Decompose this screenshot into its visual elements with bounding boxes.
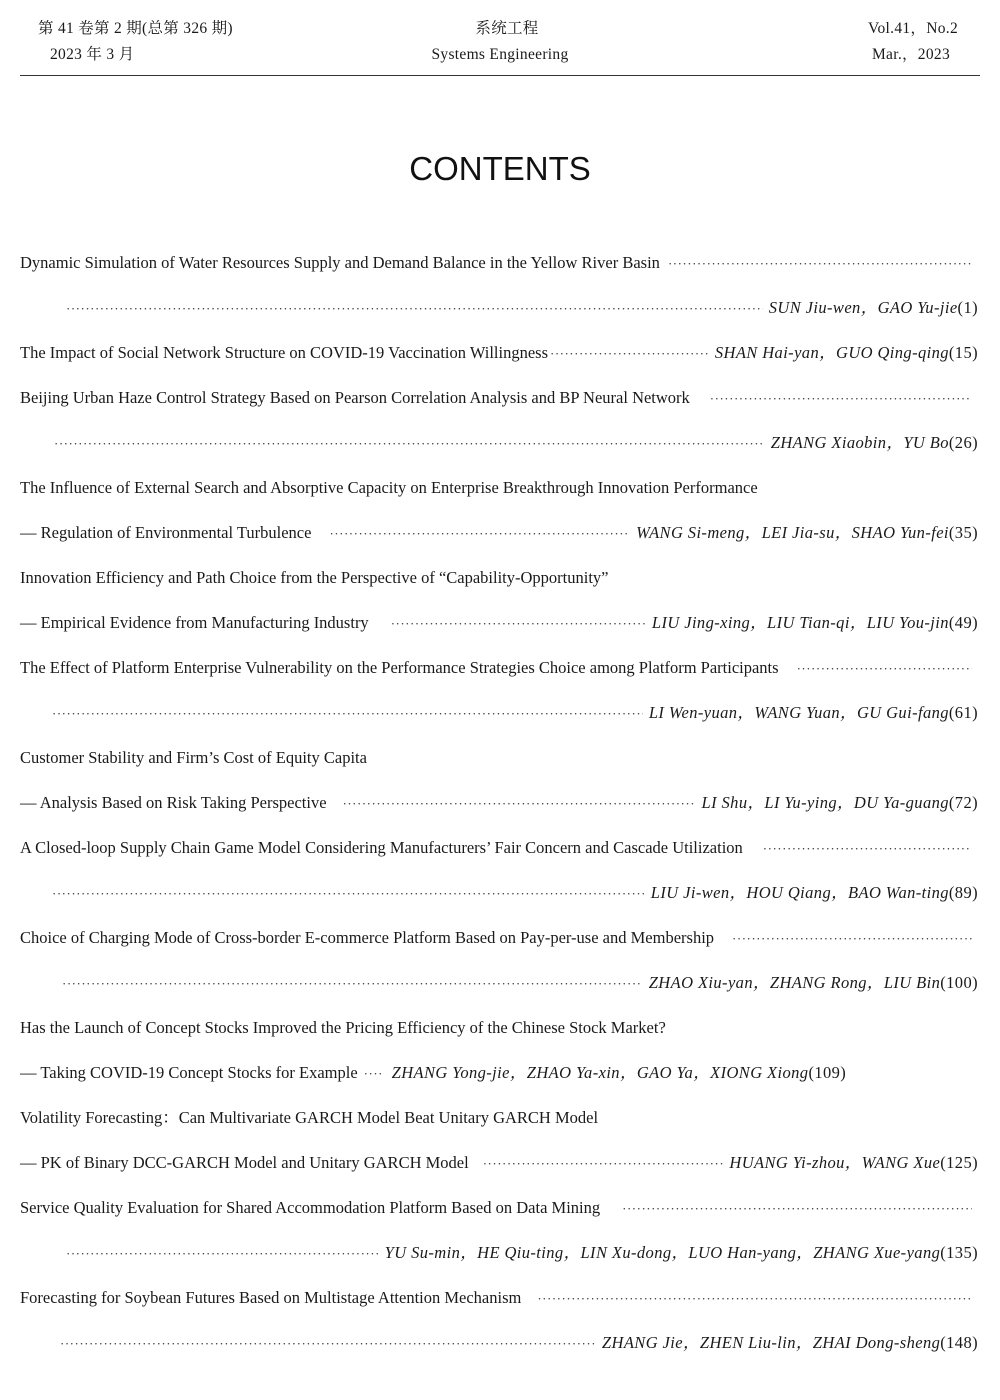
toc-page: (109) — [808, 1063, 847, 1082]
toc-authors: LIU Ji-wen，HOU Qiang，BAO Wan-ting — [650, 883, 949, 902]
toc-entry: The Impact of Social Network Structure on COVID-19 Vaccination Willingness ····· SHAN Hai-yan，GUO Qing-qing (15) — [20, 338, 978, 368]
toc-page: (89) — [948, 883, 978, 902]
toc-entry-title: Forecasting for Soybean Futures Based on Multistage Attention Mechanism ····· — [20, 1283, 978, 1313]
toc-entry-title: Service Quality Evaluation for Shared Accommodation Platform Based on Data Mining ····· — [20, 1193, 978, 1223]
leader-dots — [329, 519, 630, 549]
toc-subtitle: — Taking COVID-19 Concept Stocks for Example — [20, 1063, 358, 1082]
toc-subtitle: — Empirical Evidence from Manufacturing Industry — [20, 613, 369, 632]
toc-entry-byline — [20, 1058, 978, 1088]
toc-authors: ZHAO Xiu-yan，ZHANG Rong，LIU Bin — [648, 973, 941, 992]
toc-entry-title: Beijing Urban Haze Control Strategy Based on Pearson Correlation Analysis and BP Neural Network ····· — [20, 383, 978, 413]
leader-dots — [66, 1239, 379, 1269]
toc-authors: LI Wen-yuan，WANG Yuan，GU Gui-fang — [648, 703, 949, 722]
leader-dots — [60, 1329, 596, 1359]
toc-entry-byline — [52, 1238, 978, 1268]
toc-page: (135) — [940, 1243, 978, 1262]
toc-entry-byline — [52, 428, 978, 458]
journal-title-cn: 系统工程 — [475, 20, 539, 37]
toc-entry-title: Volatility Forecasting：Can Multivariate GARCH Model Beat Unitary GARCH Model — [20, 1108, 599, 1127]
toc-subtitle: — Analysis Based on Risk Taking Perspective — [20, 793, 327, 812]
toc-page: (15) — [948, 343, 978, 362]
leader-dots — [62, 969, 643, 999]
leader-dots — [391, 609, 646, 639]
leader-dots — [732, 924, 972, 954]
toc-authors: SHAN Hai-yan，GUO Qing-qing — [714, 343, 949, 362]
toc-page: (61) — [948, 703, 978, 722]
toc-entry-title: Innovation Efficiency and Path Choice from the Perspective of “Capability-Opportunity” — [20, 568, 609, 587]
leader-dots — [54, 429, 765, 459]
date-en: Mar.，2023 — [871, 46, 950, 63]
toc-authors: ZHANG Yong-jie，ZHAO Ya-xin，GAO Ya，XIONG Xiong — [391, 1063, 809, 1082]
toc-subtitle: — PK of Binary DCC-GARCH Model and Unitary GARCH Model — [20, 1153, 469, 1172]
leader-dots — [52, 879, 645, 909]
toc-entry-byline — [52, 293, 978, 323]
toc-authors: HUANG Yi-zhou，WANG Xue — [729, 1153, 941, 1172]
leader-dots — [537, 1284, 972, 1314]
toc-page: (49) — [948, 613, 978, 632]
toc-page: (125) — [940, 1153, 978, 1172]
toc-subtitle: — Regulation of Environmental Turbulence — [20, 523, 312, 542]
toc-page: (148) — [940, 1333, 978, 1352]
toc-authors: ZHANG Jie，ZHEN Liu-lin，ZHAI Dong-sheng — [601, 1333, 941, 1352]
leader-dots — [343, 789, 696, 819]
toc-page: (35) — [948, 523, 978, 542]
toc-entry-byline — [20, 608, 978, 638]
toc-page: (26) — [948, 433, 978, 452]
toc-page: (72) — [948, 793, 978, 812]
leader-dots — [483, 1149, 724, 1179]
journal-title-en: Systems Engineering — [431, 46, 569, 63]
toc-entry-title: Customer Stability and Firm’s Cost of Equity Capita — [20, 748, 367, 767]
toc-entry-byline — [52, 698, 978, 728]
toc-entry-title: A Closed-loop Supply Chain Game Model Considering Manufacturers’ Fair Concern and Cascade Utilization ····· — [20, 833, 978, 863]
toc-entry-byline — [52, 1328, 978, 1358]
toc-authors: YU Su-min，HE Qiu-ting，LIN Xu-dong，LUO Han-yang，ZHANG Xue-yang — [384, 1243, 941, 1262]
toc-page: (100) — [940, 973, 978, 992]
leader-dots — [668, 249, 972, 279]
toc-authors: LI Shu，LI Yu-ying，DU Ya-guang — [701, 793, 949, 812]
toc-authors: WANG Si-meng，LEI Jia-su，SHAO Yun-fei — [636, 523, 949, 542]
leader-dots — [550, 339, 709, 369]
leader-dots — [710, 384, 972, 414]
toc-entry-byline — [20, 788, 978, 818]
toc-entry-title: Has the Launch of Concept Stocks Improved the Pricing Efficiency of the Chinese Stock Market? — [20, 1018, 666, 1037]
toc-authors: ZHANG Xiaobin，YU Bo — [770, 433, 949, 452]
leader-dots — [622, 1194, 972, 1224]
toc-entry-byline — [52, 968, 978, 998]
toc-entry-title: Dynamic Simulation of Water Resources Supply and Demand Balance in the Yellow River Basin ····· — [20, 248, 978, 278]
toc-entry-title: The Effect of Platform Enterprise Vulnerability on the Performance Strategies Choice among Platform Participants ····· — [20, 653, 978, 683]
toc-entry-byline — [20, 518, 978, 548]
page-title: CONTENTS — [409, 150, 591, 187]
volume-issue-cn: 第 41 卷第 2 期(总第 326 期) — [38, 20, 233, 37]
leader-dots — [797, 654, 972, 684]
leader-dots — [52, 699, 643, 729]
leader-dots — [763, 834, 972, 864]
toc-entry-title: Choice of Charging Mode of Cross-border E-commerce Platform Based on Pay-per-use and Membership ····· — [20, 923, 978, 953]
toc-page: (1) — [957, 298, 978, 317]
toc-authors: SUN Jiu-wen，GAO Yu-jie — [768, 298, 958, 317]
date-cn: 2023 年 3 月 — [50, 46, 135, 63]
leader-dots — [364, 1059, 384, 1089]
toc-entry-byline — [52, 878, 978, 908]
volume-issue-en: Vol.41，No.2 — [868, 20, 958, 37]
toc-authors: LIU Jing-xing，LIU Tian-qi，LIU You-jin — [651, 613, 949, 632]
leader-dots — [66, 294, 763, 324]
toc-entry-byline — [20, 1148, 978, 1178]
toc-entry-title: The Influence of External Search and Absorptive Capacity on Enterprise Breakthrough Innovation Performance — [20, 478, 758, 497]
